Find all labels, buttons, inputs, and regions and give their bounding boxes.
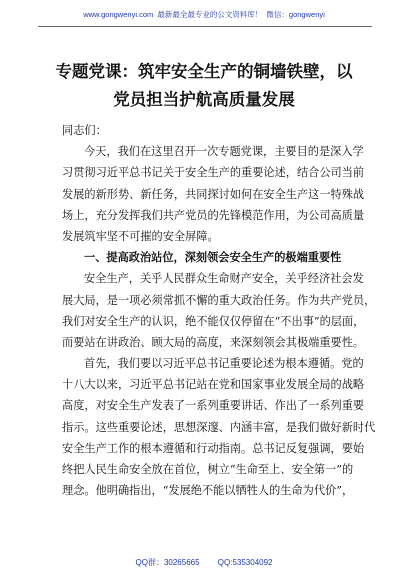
document-body bbox=[62, 120, 376, 501]
header-slogan: 最新最全最专业的公文资料库！ bbox=[157, 10, 263, 19]
title-line-1: 专题党课：筑牢安全生产的铜墙铁壁，以 bbox=[55, 62, 353, 81]
paragraph-line: 发展筑牢坚不可摧的安全屏障。 bbox=[62, 229, 219, 243]
paragraph-line: 终把人民生命安全放在首位，树立“生命至上、安全第一”的 bbox=[62, 463, 354, 476]
footer-qq: QQ:535304092 bbox=[217, 558, 273, 567]
paragraph-line: 习贯彻习近平总书记关于安全生产的重要论述，结合公司当前 bbox=[62, 166, 365, 180]
paragraph-line: 十八大以来，习近平总书记站在党和国家事业发展全局的战略 bbox=[62, 378, 365, 392]
salutation: 同志们： bbox=[62, 124, 107, 137]
paragraph-line: 理念。他明确指出，“发展绝不能以牺牲人的生命为代价”， bbox=[62, 484, 354, 498]
paragraph-line: 展大局，是一项必须常抓不懈的重大政治任务。作为共产党员， bbox=[62, 293, 376, 307]
section-heading: 一、提高政治站位，深刻领会安全生产的极端重要性 bbox=[84, 251, 342, 265]
header-wechat: 微信：gongwenyi bbox=[266, 10, 325, 19]
page-header bbox=[0, 6, 408, 24]
paragraph-line: 安全生产工作的根本遵循和行动指南。总书记反复强调，要始 bbox=[62, 441, 365, 455]
paragraph-line: 今天，我们在这里召开一次专题党课，主要目的是深入学 bbox=[84, 145, 364, 159]
paragraph-line: 指示。这些重要论述，思想深邃、内涵丰富，是我们做好新时代 bbox=[62, 420, 376, 434]
footer-qq-group: QQ群：30265665 bbox=[135, 558, 200, 567]
paragraph-line: 而要站在讲政治、顾大局的高度，来深刻领会其极端重要性。 bbox=[62, 335, 365, 349]
document-title bbox=[30, 58, 378, 114]
paragraph-line: 我们对安全生产的认识，绝不能仅仅停留在“不出事”的层面， bbox=[62, 314, 365, 328]
paragraph-line: 场上，充分发挥我们共产党员的先锋模范作用，为公司高质量 bbox=[62, 208, 365, 222]
header-site-link[interactable]: www.gongwenyi.com bbox=[83, 10, 154, 19]
page-footer bbox=[0, 555, 408, 571]
paragraph-line: 高度，对安全生产发表了一系列重要讲话、作出了一系列重要 bbox=[62, 399, 365, 413]
header-divider bbox=[38, 26, 372, 27]
paragraph-line: 安全生产，关乎人民群众生命财产安全，关乎经济社会发 bbox=[84, 272, 364, 286]
paragraph-line: 发展的新形势、新任务，共同探讨如何在安全生产这一特殊战 bbox=[62, 187, 365, 201]
paragraph-line: 首先，我们要以习近平总书记重要论述为根本遵循。党的 bbox=[84, 357, 364, 371]
title-line-2: 党员担当护航高质量发展 bbox=[113, 90, 295, 109]
